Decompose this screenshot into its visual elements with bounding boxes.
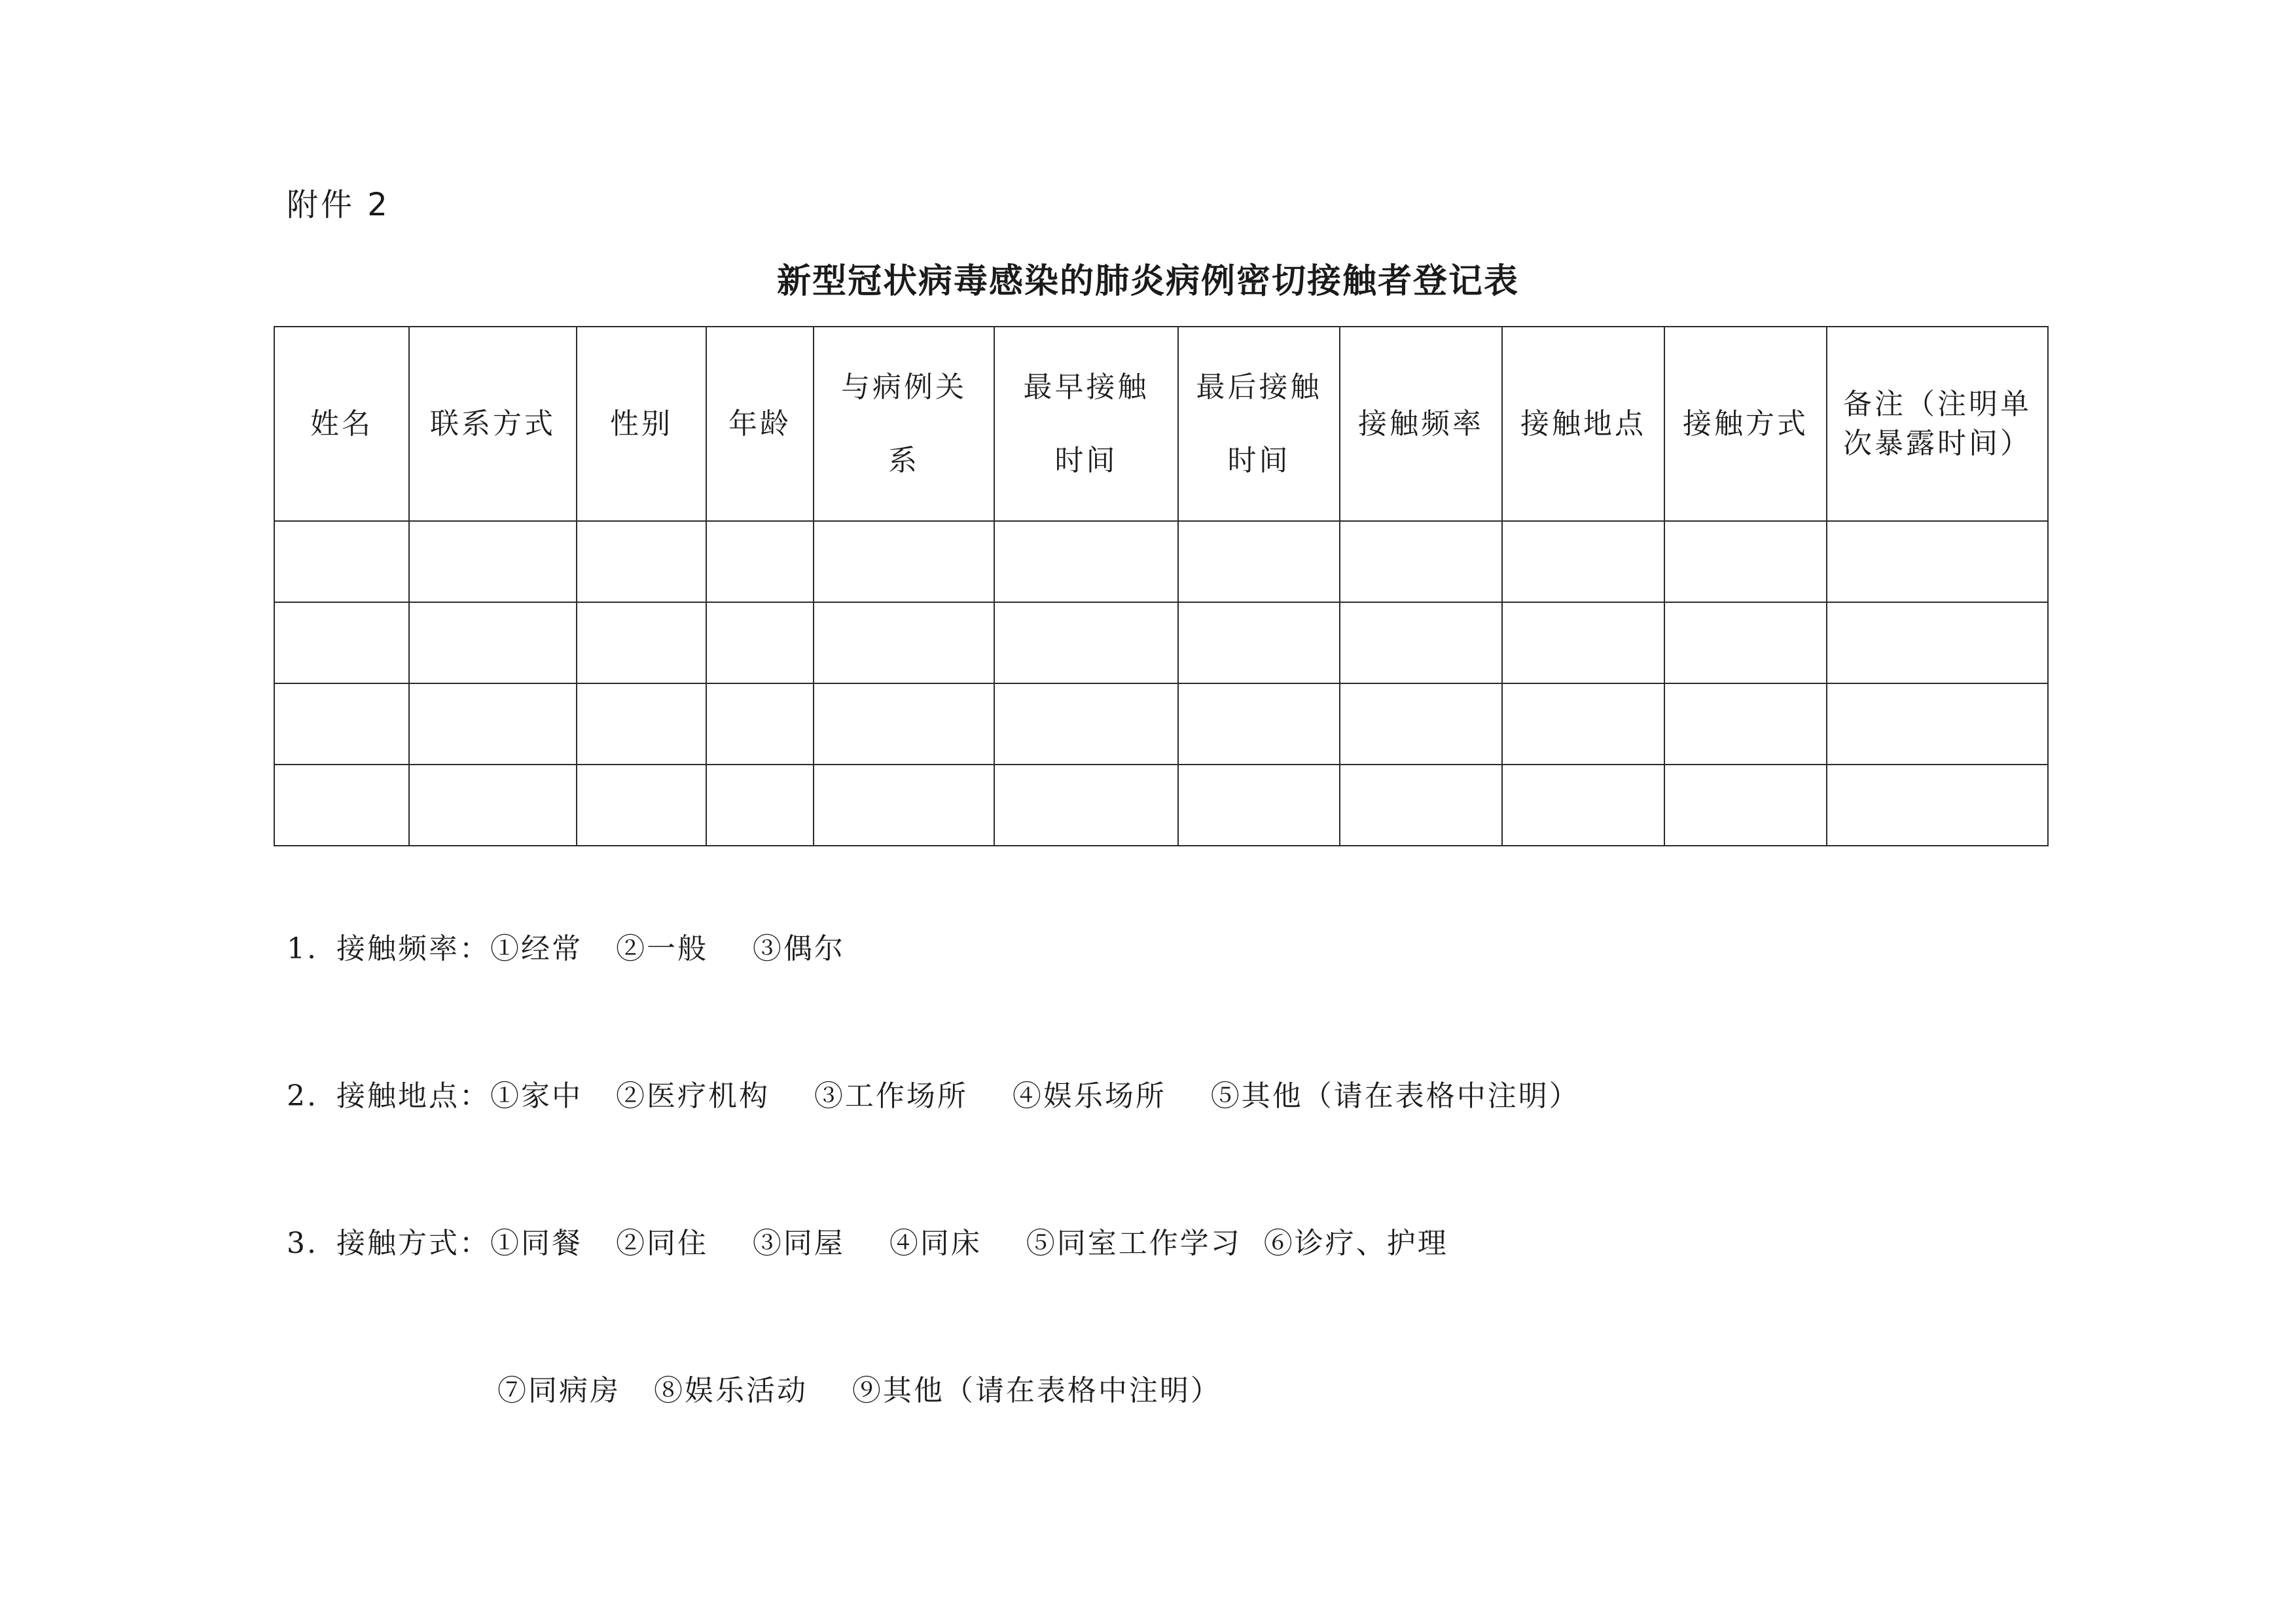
note-text: ⑦同病房 ⑧娱乐活动 ⑨其他（请在表格中注明） [497,1374,1221,1407]
table-cell[interactable] [1178,683,1340,765]
table-cell[interactable] [1178,521,1340,602]
table-cell[interactable] [994,765,1178,846]
header-last-contact-time: 最后接触 时间 [1178,327,1340,521]
notes-section [287,856,1580,1479]
table-cell[interactable] [409,521,577,602]
table-cell[interactable] [814,521,994,602]
table-cell[interactable] [1664,683,1827,765]
table-cell[interactable] [1502,765,1664,846]
table-cell[interactable] [814,683,994,765]
table-cell[interactable] [1178,602,1340,683]
header-contact-info: 联系方式 [409,327,577,521]
table-cell[interactable] [577,602,706,683]
table-cell[interactable] [994,521,1178,602]
contact-registration-table [274,326,2049,846]
header-first-contact-time: 最早接触 时间 [994,327,1178,521]
table-cell[interactable] [1340,521,1502,602]
table-cell[interactable] [706,602,814,683]
table-cell[interactable] [1340,683,1502,765]
note-text: 接触地点：①家中 ②医疗机构 ③工作场所 ④娱乐场所 ⑤其他（请在表格中注明） [336,1079,1580,1113]
table-cell[interactable] [1664,765,1827,846]
table-cell[interactable] [1502,602,1664,683]
table-cell[interactable] [706,765,814,846]
table-row [274,765,2048,846]
attachment-label: 附件 2 [287,187,390,223]
header-contact-location: 接触地点 [1502,327,1664,521]
table-cell[interactable] [274,683,409,765]
note-contact-location [287,1070,1580,1151]
table-cell[interactable] [1340,602,1502,683]
table-cell[interactable] [994,683,1178,765]
table-cell[interactable] [274,521,409,602]
note-contact-mode-continued [287,1365,1580,1445]
table-cell[interactable] [1502,521,1664,602]
table-header-row [274,327,2048,521]
table-cell[interactable] [1178,765,1340,846]
table-cell[interactable] [409,602,577,683]
table-cell[interactable] [1502,683,1664,765]
note-number: 1. [287,932,318,965]
table-cell[interactable] [1827,765,2048,846]
table-cell[interactable] [994,602,1178,683]
note-text: 接触频率：①经常 ②一般 ③偶尔 [336,932,845,965]
header-relationship: 与病例关 系 [814,327,994,521]
table-cell[interactable] [1827,602,2048,683]
table-cell[interactable] [814,765,994,846]
table-cell[interactable] [706,521,814,602]
note-contact-mode [287,1218,1580,1298]
header-name: 姓名 [274,327,409,521]
table-cell[interactable] [274,765,409,846]
table-cell[interactable] [577,683,706,765]
header-contact-frequency: 接触频率 [1340,327,1502,521]
table-cell[interactable] [409,765,577,846]
table-row [274,602,2048,683]
table-cell[interactable] [706,683,814,765]
table-cell[interactable] [1827,683,2048,765]
form-title: 新型冠状病毒感染的肺炎病例密切接触者登记表 [776,261,1519,301]
header-age: 年龄 [706,327,814,521]
table-cell[interactable] [1664,521,1827,602]
table-cell[interactable] [1340,765,1502,846]
table-row [274,683,2048,765]
note-contact-frequency [287,923,1580,1003]
note-number: 2. [287,1079,318,1113]
table-cell[interactable] [814,602,994,683]
table-row [274,521,2048,602]
table-cell[interactable] [409,683,577,765]
table-cell[interactable] [577,765,706,846]
table-cell[interactable] [274,602,409,683]
note-number: 3. [287,1227,318,1260]
header-sex: 性别 [577,327,706,521]
table-cell[interactable] [577,521,706,602]
header-remarks: 备注（注明单 次暴露时间） [1827,327,2048,521]
header-contact-mode: 接触方式 [1664,327,1827,521]
table-cell[interactable] [1827,521,2048,602]
table-cell[interactable] [1664,602,1827,683]
note-text: 接触方式：①同餐 ②同住 ③同屋 ④同床 ⑤同室工作学习 ⑥诊疗、护理 [336,1227,1448,1260]
